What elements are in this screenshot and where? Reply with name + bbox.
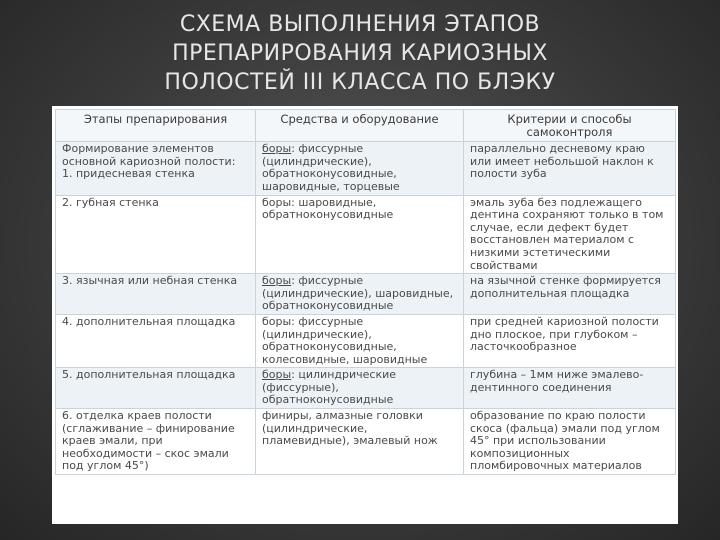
tools-text: : цилиндрические (фиссурные), обратноконусовидные xyxy=(262,368,397,407)
criteria-cell: параллельно десневому краю или имеет небольшой наклон к полости зуба xyxy=(464,142,676,195)
table-row xyxy=(56,195,676,274)
stage-cell: Формирование элементов основной кариозной полости: 1. придесневая стенка xyxy=(56,142,256,195)
stage-cell: 5. дополнительная площадка xyxy=(56,368,256,409)
tools-text: боры: шаровидные, обратноконусовидные xyxy=(262,195,394,222)
header-stages: Этапы препарирования xyxy=(56,110,256,142)
table-frame xyxy=(52,106,678,524)
table-row xyxy=(56,368,676,409)
tools-cell xyxy=(256,314,464,367)
tools-text: : фиссурные (цилиндрические), обратноконусовидные, шаровидные, торцевые xyxy=(262,142,400,193)
stage-cell: 4. дополнительная площадка xyxy=(56,314,256,367)
tools-text: боры: фиссурные (цилиндрические), обратноконусовидные, колесовидные, шаровидные xyxy=(262,314,428,366)
criteria-cell: эмаль зуба без подлежащего дентина сохраняют только в том случае, если дефект будет восстановлен материалом с низкими эстетическими свойствами xyxy=(464,195,676,274)
tools-cell xyxy=(256,142,464,195)
criteria-cell: на язычной стенке формируется дополнительная площадка xyxy=(464,274,676,315)
tools-cell xyxy=(256,409,464,475)
tools-prefix: боры xyxy=(262,368,292,382)
header-criteria: Критерии и способы самоконтроля xyxy=(464,110,676,142)
criteria-cell: глубина – 1мм ниже эмалево-дентинного соединения xyxy=(464,368,676,409)
slide-title-line-2: ПРЕПАРИРОВАНИЯ КАРИОЗНЫХ xyxy=(172,41,548,66)
table-row xyxy=(56,314,676,367)
table-body xyxy=(56,142,676,475)
slide-title-line-3: ПОЛОСТЕЙ III КЛАССА ПО БЛЭКУ xyxy=(164,70,556,95)
tools-text: : фиссурные (цилиндрические), шаровидные, обратноконусовидные xyxy=(262,274,454,313)
tools-cell xyxy=(256,368,464,409)
tools-text: финиры, алмазные головки (цилиндрические, пламевидные), эмалевый нож xyxy=(262,409,438,448)
tools-cell xyxy=(256,195,464,274)
criteria-cell: образование по краю полости скоса (фальца) эмали под углом 45° при использовании композиционных пломбировочных материалов xyxy=(464,409,676,475)
table-row xyxy=(56,409,676,475)
tools-cell xyxy=(256,274,464,315)
stage-cell: 2. губная стенка xyxy=(56,195,256,274)
stages-table xyxy=(55,109,676,475)
slide-title xyxy=(60,10,660,97)
table-header-row xyxy=(56,110,676,142)
slide-title-line-1: СХЕМА ВЫПОЛНЕНИЯ ЭТАПОВ xyxy=(179,12,541,37)
stage-cell: 6. отделка краев полости (сглаживание – финирование краев эмали, при необходимости – скос эмали под углом 45°) xyxy=(56,409,256,475)
header-tools: Средства и оборудование xyxy=(256,110,464,142)
stage-cell: 3. язычная или небная стенка xyxy=(56,274,256,315)
table-row xyxy=(56,274,676,315)
criteria-cell: при средней кариозной полости дно плоское, при глубоком – ласточкообразное xyxy=(464,314,676,367)
table-row xyxy=(56,142,676,195)
tools-prefix: боры xyxy=(262,274,292,288)
tools-prefix: боры xyxy=(262,142,292,156)
